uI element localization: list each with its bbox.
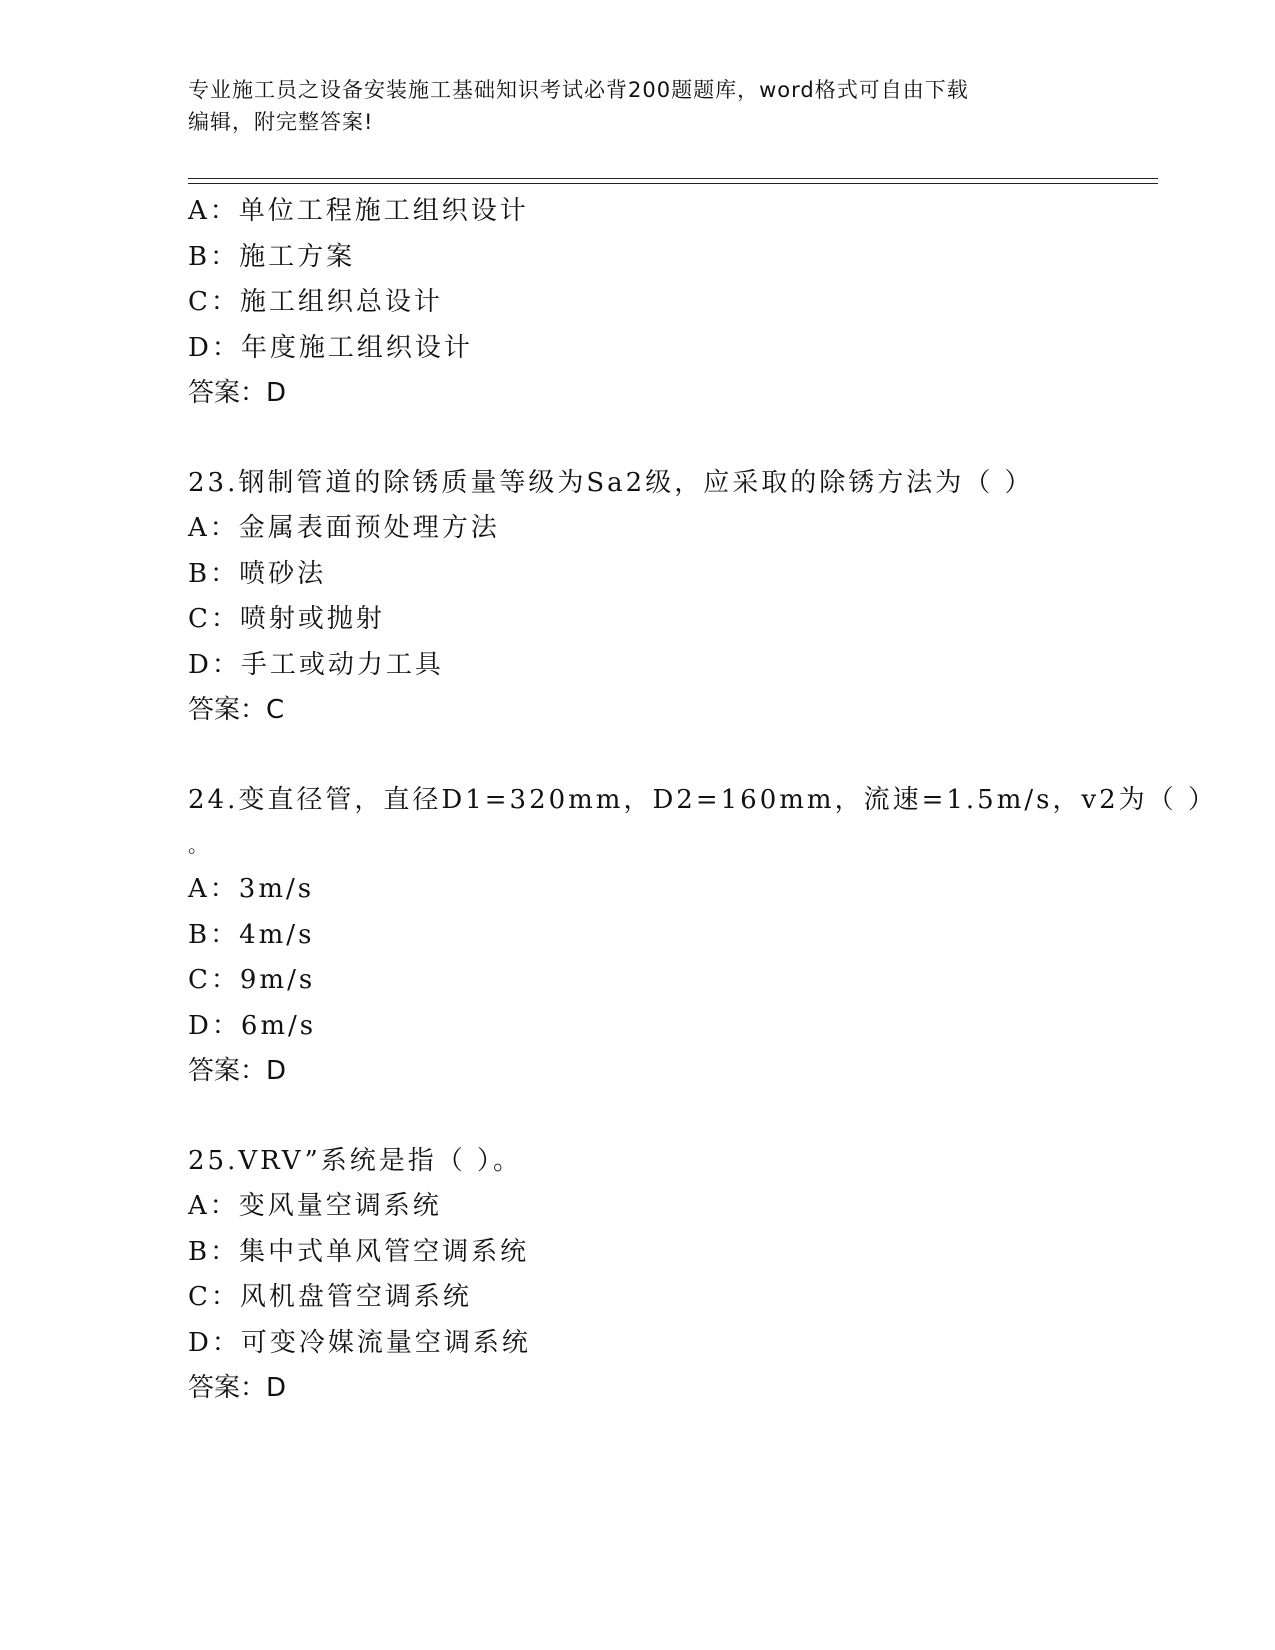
spacer xyxy=(188,1095,1148,1139)
answer: 答案：D xyxy=(188,1373,287,1403)
question-24-block xyxy=(188,778,1217,1095)
question-23-text: 23.钢制管道的除锈质量等级为Sa2级，应采取的除锈方法为（ ） xyxy=(188,467,1034,498)
question-list xyxy=(188,189,1217,1412)
option-b: B：施工方案 xyxy=(188,241,356,272)
option-a: A：3m/s xyxy=(188,874,315,904)
answer: 答案：C xyxy=(188,695,285,725)
header-rule-bottom xyxy=(188,183,1158,184)
question-24-continuation: 。 xyxy=(188,833,208,857)
header-line-2: 编辑，附完整答案! xyxy=(188,110,374,134)
header-line-1: 专业施工员之设备安装施工基础知识考试必背200题题库，word格式可自由下载 xyxy=(188,78,969,102)
option-c: C：施工组织总设计 xyxy=(188,287,443,317)
option-c: C：9m/s xyxy=(188,965,316,995)
option-b: B：4m/s xyxy=(188,919,315,950)
option-b: B：集中式单风管空调系统 xyxy=(188,1236,530,1267)
option-d: D：6m/s xyxy=(188,1010,317,1041)
page-header xyxy=(188,74,1088,138)
option-d: D：年度施工组织设计 xyxy=(188,332,473,363)
option-a: A：变风量空调系统 xyxy=(188,1191,442,1221)
question-24-text: 24.变直径管，直径D1=320mm，D2=160mm，流速=1.5m/s，v2为（ ） xyxy=(188,784,1217,815)
option-a: A：单位工程施工组织设计 xyxy=(188,196,529,226)
option-b: B：喷砂法 xyxy=(188,558,327,589)
option-c: C：风机盘管空调系统 xyxy=(188,1282,472,1312)
question-25-block xyxy=(188,1139,1148,1412)
option-a: A：金属表面预处理方法 xyxy=(188,513,500,543)
answer: 答案：D xyxy=(188,1056,287,1086)
option-c: C：喷射或抛射 xyxy=(188,604,385,634)
option-d: D：手工或动力工具 xyxy=(188,649,444,680)
question-22-block xyxy=(188,189,1148,417)
question-23-block xyxy=(188,461,1148,734)
answer: 答案：D xyxy=(188,378,287,408)
question-25-text: 25.VRV”系统是指（ ）。 xyxy=(188,1145,523,1176)
spacer xyxy=(188,734,1148,778)
option-d: D：可变冷媒流量空调系统 xyxy=(188,1327,531,1358)
spacer xyxy=(188,417,1148,461)
header-rule-top xyxy=(188,178,1158,179)
